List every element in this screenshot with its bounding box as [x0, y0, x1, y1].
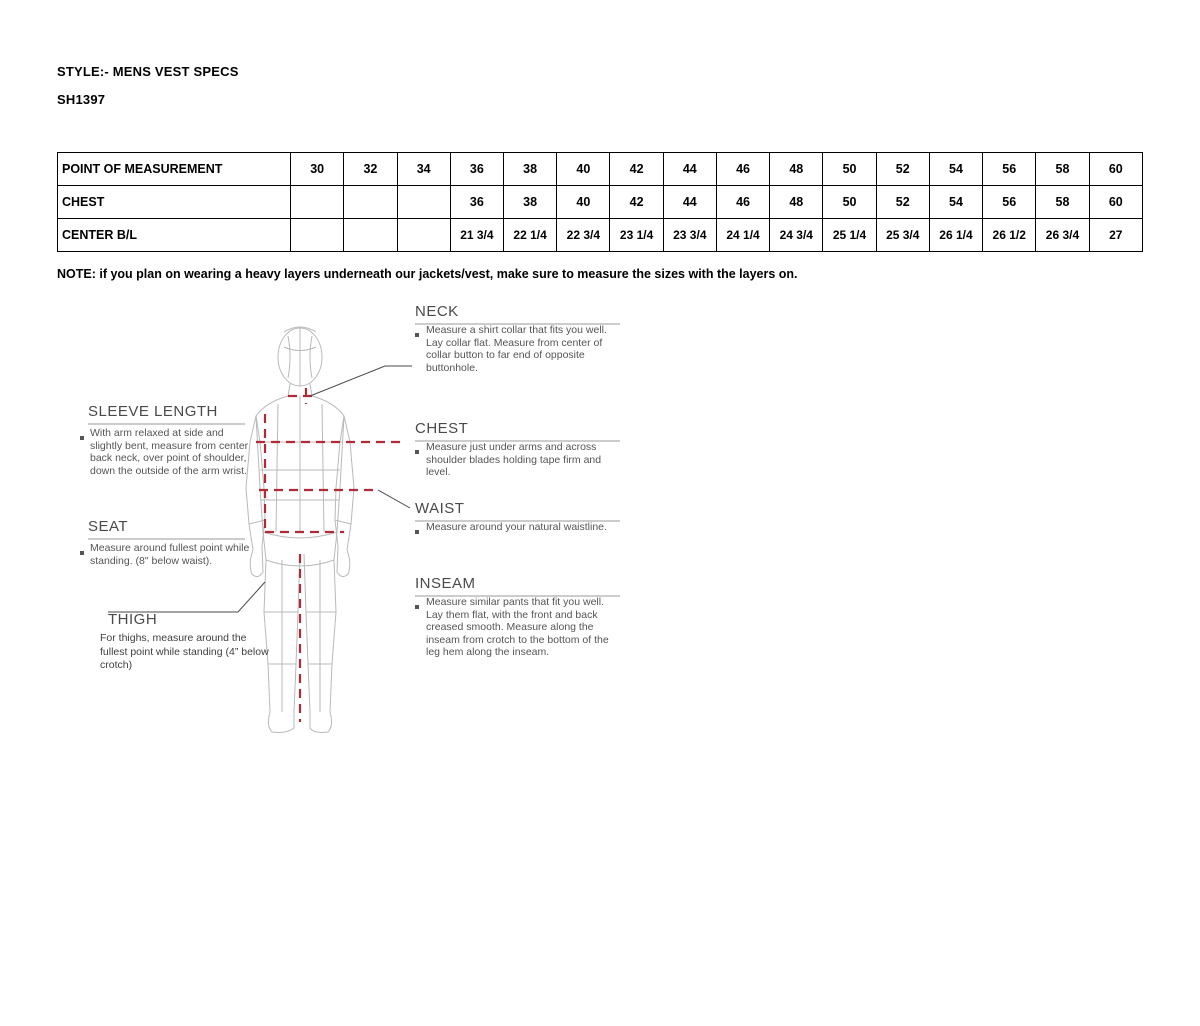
neck-title: NECK	[415, 303, 459, 320]
size-header: 60	[1089, 153, 1142, 186]
table-cell: 24 1/4	[716, 219, 769, 252]
seat-title: SEAT	[88, 518, 129, 535]
table-cell: 52	[876, 186, 929, 219]
table-cell: 40	[557, 186, 610, 219]
table-cell: 23 3/4	[663, 219, 716, 252]
size-header: 58	[1036, 153, 1089, 186]
table-cell: 25 3/4	[876, 219, 929, 252]
inseam-text: Measure similar pants that fit you well. Lay them flat, with the front and back creased smooth. Measure along the inseam from crotch to the bottom of the leg hem along the inseam.	[426, 596, 609, 658]
table-cell	[344, 186, 397, 219]
sleeve-length-title: SLEEVE LENGTH	[88, 403, 218, 420]
size-header: 48	[770, 153, 823, 186]
size-header: 40	[557, 153, 610, 186]
table-cell: 44	[663, 186, 716, 219]
table-cell: 26 3/4	[1036, 219, 1089, 252]
table-cell	[397, 219, 450, 252]
table-cell: 24 3/4	[770, 219, 823, 252]
neck-text: Measure a shirt collar that fits you well. Lay collar flat. Measure from center of collar button to far end of opposite buttonhole.	[426, 324, 607, 374]
table-cell: 38	[504, 186, 557, 219]
table-cell: 36	[450, 186, 503, 219]
thigh-title: THIGH	[108, 611, 158, 628]
callout-thigh	[100, 582, 275, 692]
row-label: CENTER B/L	[58, 219, 291, 252]
style-title: STYLE:- MENS VEST SPECS	[57, 64, 239, 79]
callout-chest	[415, 420, 620, 501]
size-header: 46	[716, 153, 769, 186]
size-header: 56	[983, 153, 1036, 186]
size-header: 50	[823, 153, 876, 186]
thigh-text: For thighs, measure around the fullest point while standing (4” below crotch)	[100, 632, 269, 671]
style-code: SH1397	[57, 92, 106, 107]
table-cell: 46	[716, 186, 769, 219]
waist-text: Measure around your natural waistline.	[426, 521, 607, 533]
callout-seat	[80, 518, 250, 598]
callout-inseam	[415, 575, 620, 696]
table-cell: 42	[610, 186, 663, 219]
table-cell: 26 1/4	[929, 219, 982, 252]
table-cell: 58	[1036, 186, 1089, 219]
table-cell: 56	[983, 186, 1036, 219]
table-cell: 25 1/4	[823, 219, 876, 252]
table-cell: 26 1/2	[983, 219, 1036, 252]
size-header: 32	[344, 153, 397, 186]
size-header: 34	[397, 153, 450, 186]
sleeve-length-text: With arm relaxed at side and slightly bent, measure from center back neck, over point of shoulder, down the outside of the arm wrist.	[90, 427, 249, 477]
table-cell: 22 3/4	[557, 219, 610, 252]
table-cell: 60	[1089, 186, 1142, 219]
measurement-diagram	[60, 292, 620, 762]
size-header: 44	[663, 153, 716, 186]
size-header: 38	[504, 153, 557, 186]
table-cell	[291, 186, 344, 219]
size-header: 52	[876, 153, 929, 186]
table-cell: 21 3/4	[450, 219, 503, 252]
size-header: 54	[929, 153, 982, 186]
spec-table-container	[57, 152, 1143, 252]
table-cell	[291, 219, 344, 252]
callout-neck	[310, 303, 620, 404]
tape-lines	[256, 388, 405, 722]
table-cell: 48	[770, 186, 823, 219]
table-cell	[344, 219, 397, 252]
chest-text: Measure just under arms and across shoulder blades holding tape firm and level.	[426, 441, 602, 478]
measurement-note: NOTE: if you plan on wearing a heavy layers underneath our jackets/vest, make sure to measure the sizes with the layers on.	[57, 267, 798, 281]
size-header: 42	[610, 153, 663, 186]
table-cell: 27	[1089, 219, 1142, 252]
size-header: 36	[450, 153, 503, 186]
callout-sleeve-length	[80, 403, 250, 507]
table-row	[58, 186, 1143, 219]
waist-title: WAIST	[415, 500, 465, 517]
table-cell	[397, 186, 450, 219]
size-header: 30	[291, 153, 344, 186]
row-label: CHEST	[58, 186, 291, 219]
seat-text: Measure around fullest point while standing. (8" below waist).	[90, 542, 250, 567]
table-cell: 54	[929, 186, 982, 219]
chest-title: CHEST	[415, 420, 469, 437]
table-cell: 23 1/4	[610, 219, 663, 252]
table-cell: 50	[823, 186, 876, 219]
table-cell: 22 1/4	[504, 219, 557, 252]
table-header-row	[58, 153, 1143, 186]
inseam-title: INSEAM	[415, 575, 476, 592]
table-row	[58, 219, 1143, 252]
spec-table	[57, 152, 1143, 252]
table-header-label: POINT OF MEASUREMENT	[58, 153, 291, 186]
document-header	[57, 58, 757, 114]
